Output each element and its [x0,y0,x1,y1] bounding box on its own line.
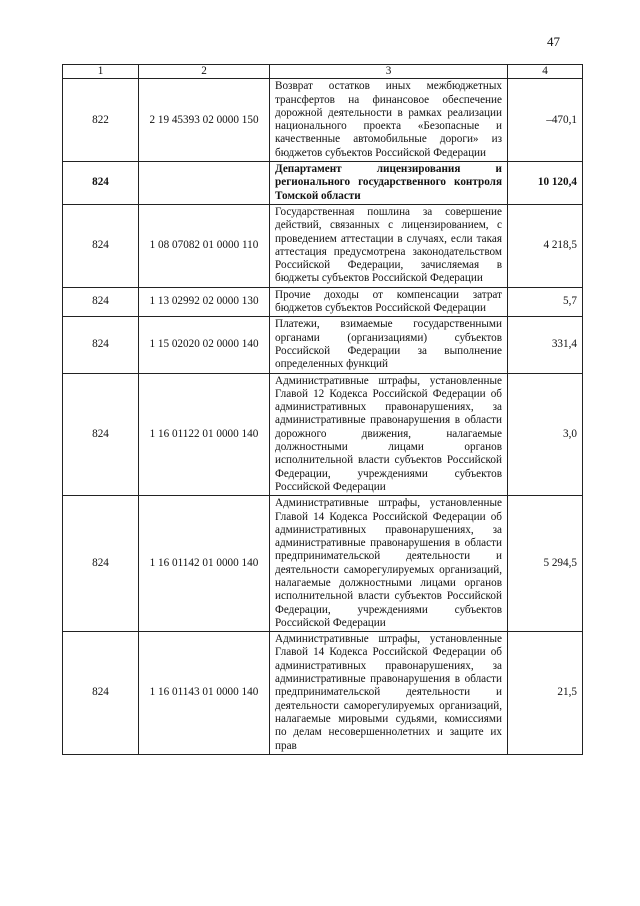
revenue-name-cell: Платежи, взимаемые государственными органами (организациями) субъектов Российской Федерации за выполнение определенных функций [270,317,508,373]
admin-code-cell: 824 [63,496,139,632]
revenue-name-cell: Административные штрафы, установленные Главой 14 Кодекса Российской Федерации об административных правонарушениях, за административные правонарушения в области предпринимательской деятельности и деятельности саморегулируемых организаций, налагаемые мировыми судьями, комиссиями по делам несовершеннолетних и защите их прав [270,632,508,755]
admin-code-cell: 822 [63,79,139,162]
admin-code-cell: 824 [63,162,139,205]
table-row [63,162,583,205]
amount-cell: 331,4 [508,317,583,373]
revenue-code-cell: 1 08 07082 01 0000 110 [139,204,270,287]
revenue-code-cell [139,162,270,205]
table-row [63,287,583,317]
revenue-table [62,64,583,755]
revenue-name-cell: Прочие доходы от компенсации затрат бюджетов субъектов Российской Федерации [270,287,508,317]
table-row [63,79,583,162]
column-number: 3 [270,65,508,79]
table-row [63,496,583,632]
amount-cell: 5,7 [508,287,583,317]
table-body [63,65,583,755]
revenue-name-cell: Возврат остатков иных межбюджетных трансфертов на финансовое обеспечение дорожной деятельности в рамках реализации национального проекта «Безопасные и качественные автомобильные дороги» из бюджетов субъектов Российской Федерации [270,79,508,162]
revenue-name-cell: Департамент лицензирования и регионального государственного контроля Томской области [270,162,508,205]
revenue-code-cell: 1 13 02992 02 0000 130 [139,287,270,317]
admin-code-cell: 824 [63,373,139,496]
admin-code-cell: 824 [63,317,139,373]
revenue-code-cell: 1 15 02020 02 0000 140 [139,317,270,373]
revenue-code-cell: 1 16 01122 01 0000 140 [139,373,270,496]
amount-cell: 3,0 [508,373,583,496]
table-row [63,373,583,496]
revenue-code-cell: 1 16 01142 01 0000 140 [139,496,270,632]
column-number: 1 [63,65,139,79]
page-number: 47 [547,34,560,49]
revenue-code-cell: 1 16 01143 01 0000 140 [139,632,270,755]
amount-cell: 21,5 [508,632,583,755]
admin-code-cell: 824 [63,204,139,287]
column-number: 4 [508,65,583,79]
table-row [63,632,583,755]
revenue-name-cell: Административные штрафы, установленные Главой 12 Кодекса Российской Федерации об административных правонарушениях, за административные правонарушения в области дорожного движения, налагаемые должностными лицами органов исполнительной власти субъектов Российской Федерации, учреждениями субъектов Российской Федерации [270,373,508,496]
revenue-name-cell: Административные штрафы, установленные Главой 14 Кодекса Российской Федерации об административных правонарушениях, за административные правонарушения в области предпринимательской деятельности и деятельности саморегулируемых организаций, налагаемые должностными лицами органов исполнительной власти субъектов Российской Федерации, учреждениями субъектов Российской Федерации [270,496,508,632]
column-number-row [63,65,583,79]
revenue-name-cell: Государственная пошлина за совершение действий, связанных с лицензированием, с проведением аттестации в случаях, если такая аттестация предусмотрена законодательством Российской Федерации, зачисляемая в бюджеты субъектов Российской Федерации [270,204,508,287]
revenue-code-cell: 2 19 45393 02 0000 150 [139,79,270,162]
column-number: 2 [139,65,270,79]
amount-cell: 10 120,4 [508,162,583,205]
amount-cell: 5 294,5 [508,496,583,632]
table-row [63,317,583,373]
admin-code-cell: 824 [63,287,139,317]
amount-cell: 4 218,5 [508,204,583,287]
table-row [63,204,583,287]
admin-code-cell: 824 [63,632,139,755]
amount-cell: –470,1 [508,79,583,162]
